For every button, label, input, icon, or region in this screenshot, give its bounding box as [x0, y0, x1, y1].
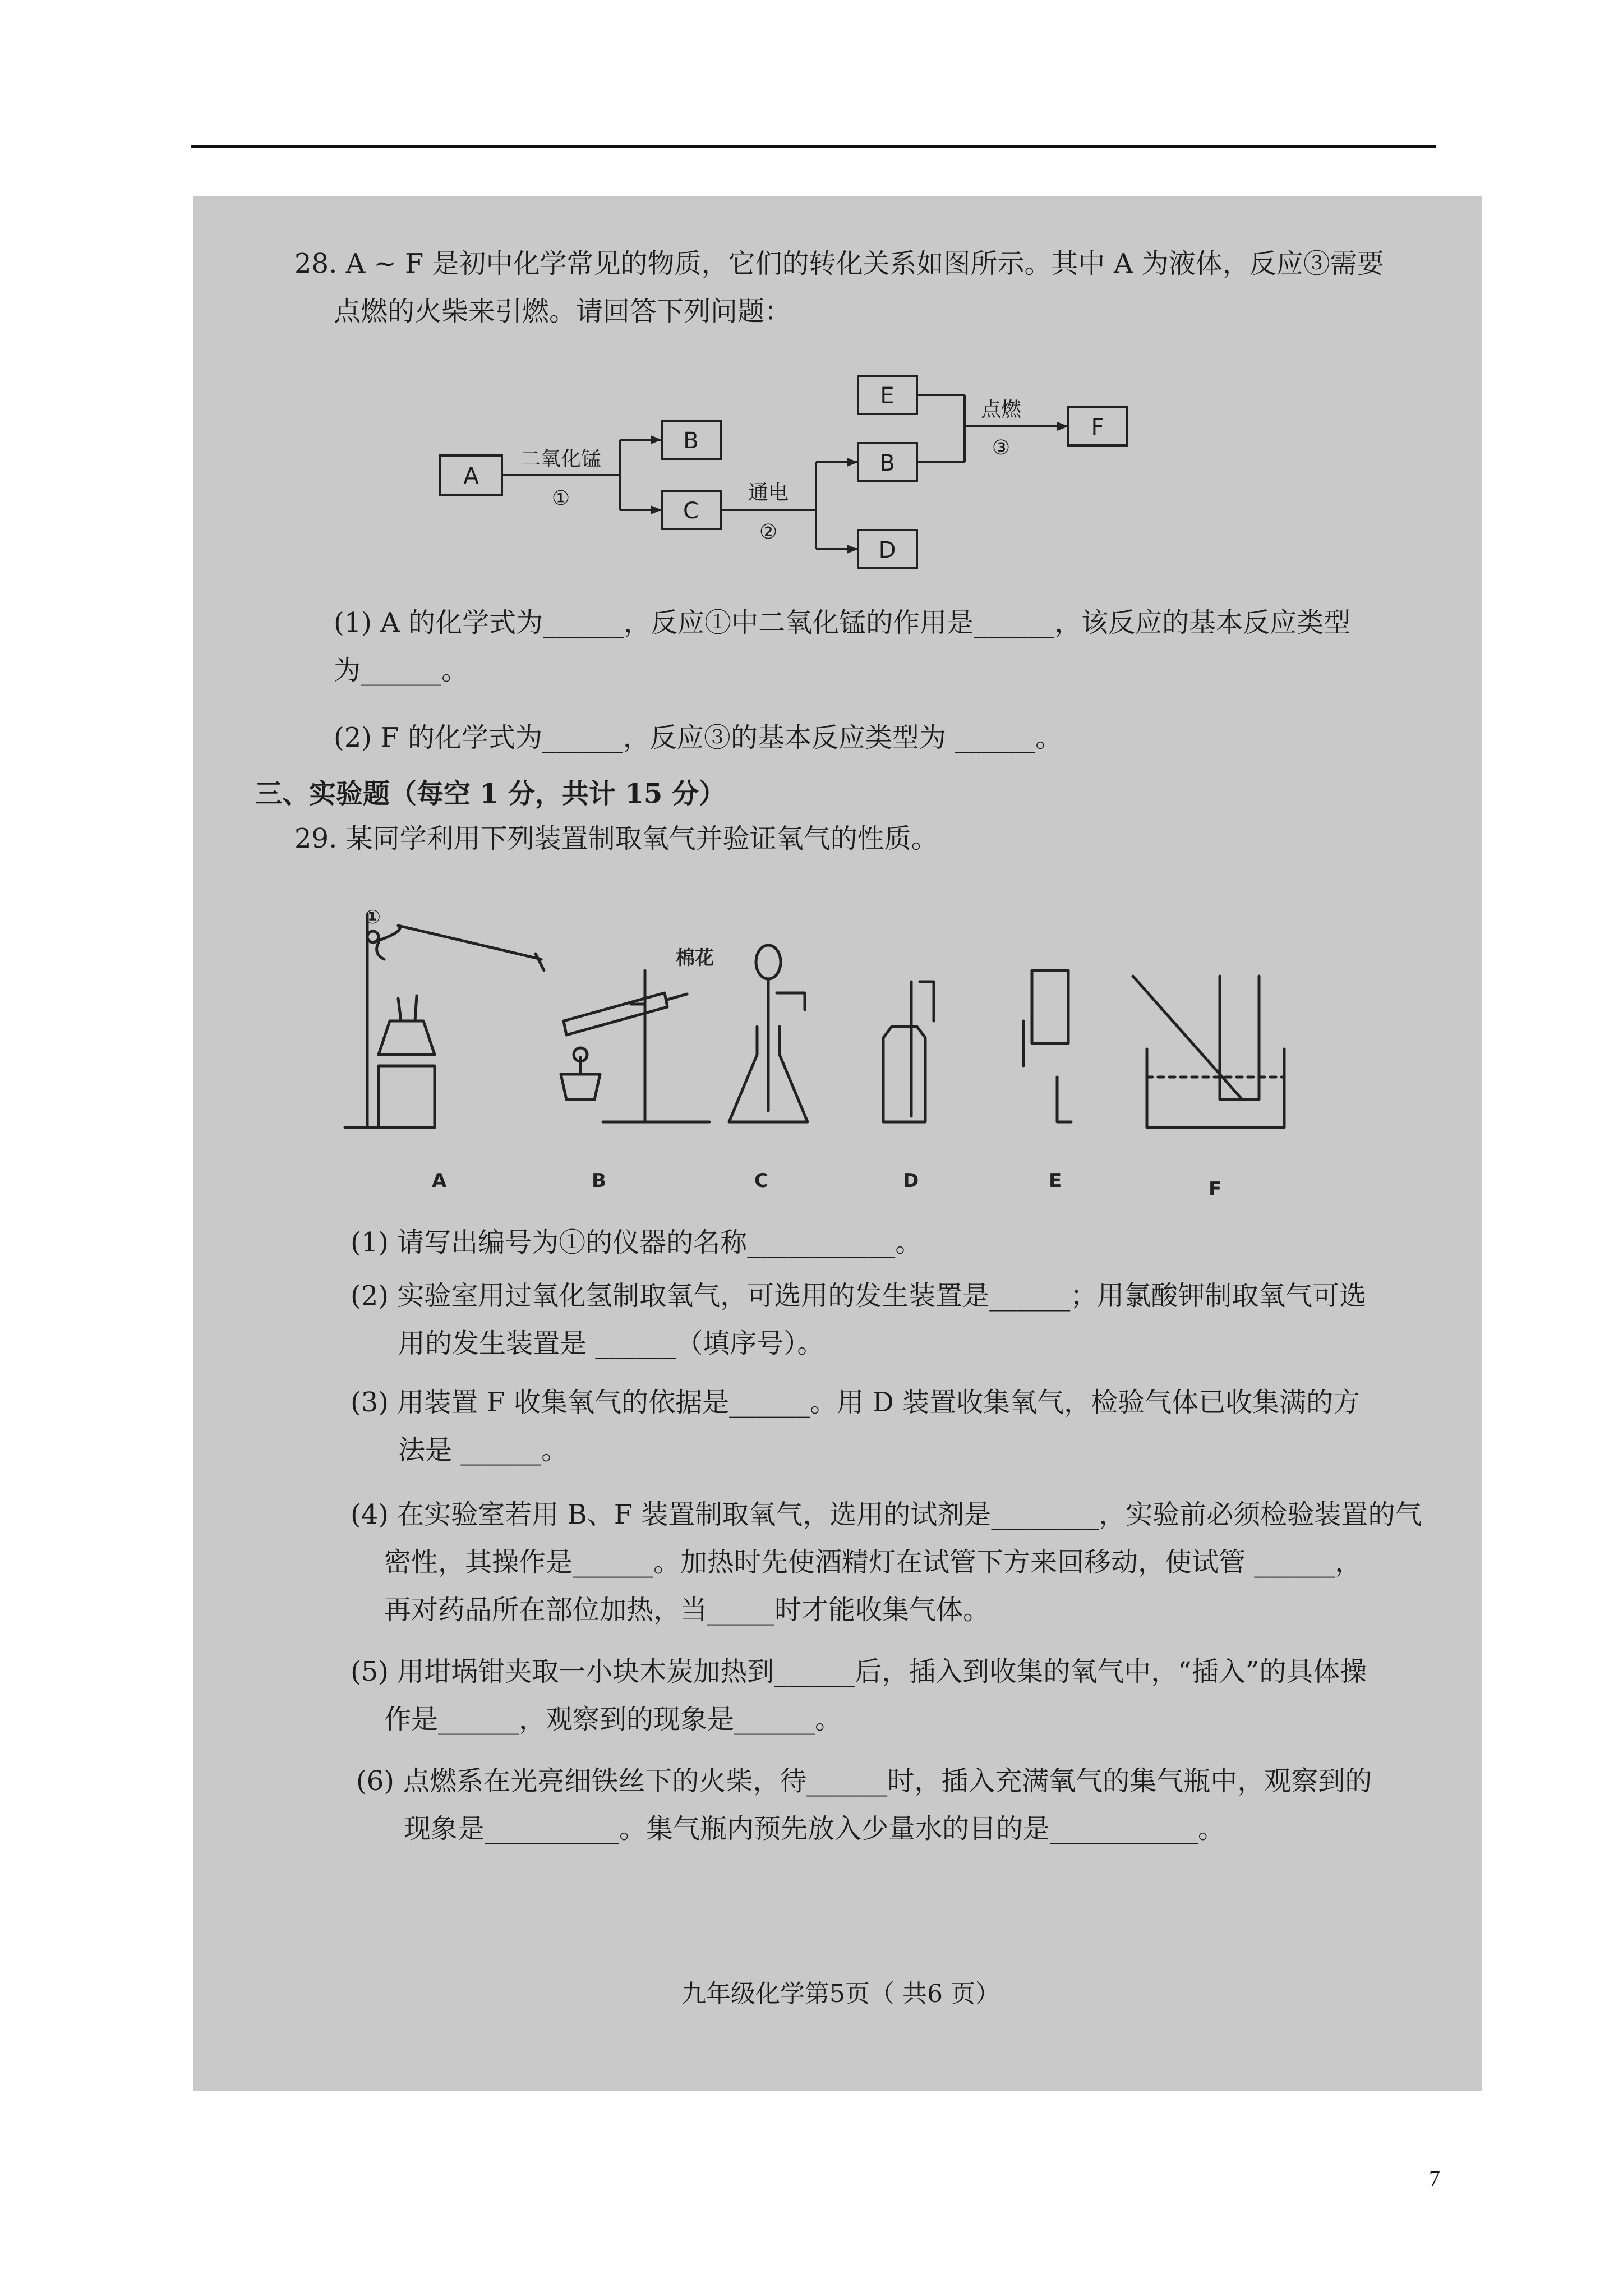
page-number: 7: [1429, 2166, 1440, 2191]
header-rule: [191, 145, 1436, 148]
box-e-text: E: [880, 383, 895, 409]
q29-part2-line2: 用的发生装置是 ______（填序号）。: [398, 1328, 824, 1359]
q29-part1: (1) 请写出编号为①的仪器的名称___________。: [351, 1227, 923, 1258]
q29-part5-line2: 作是______，观察到的现象是______。: [384, 1704, 842, 1735]
q28-part1-line1: (1) A 的化学式为______，反应①中二氧化锰的作用是______，该反应的基本反应类型: [334, 607, 1351, 638]
box-a-text: A: [463, 463, 479, 489]
q29-part4-line2: 密性，其操作是______。加热时先使酒精灯在试管下方来回移动，使试管 ______，: [384, 1547, 1362, 1578]
apparatus-label-f: F: [1209, 1178, 1222, 1200]
apparatus-e: [1023, 970, 1071, 1122]
cond3-label: 点燃: [980, 398, 1022, 421]
q28-part2: (2) F 的化学式为______，反应③的基本反应类型为 ______。: [334, 722, 1063, 753]
exam-photo: [193, 196, 1482, 2091]
q28-part1-line2: 为______。: [334, 655, 469, 686]
q29-part6-line2: 现象是__________。集气瓶内预先放入少量水的目的是___________。: [404, 1813, 1225, 1844]
q29-part3-line1: (3) 用装置 F 收集氧气的依据是______。用 D 装置收集氧气，检验气体已收集满的方: [351, 1387, 1361, 1418]
num2-label: ②: [759, 521, 778, 544]
q29-part4-line3: 再对药品所在部位加热，当_____时才能收集气体。: [384, 1594, 990, 1626]
q29-apparatus-figure: [193, 909, 1482, 1200]
apparatus-label-c: C: [754, 1170, 768, 1192]
q29-part3-line2: 法是 ______。: [398, 1434, 569, 1466]
box-b1-text: B: [683, 428, 699, 454]
q28-stem-line1: 28. A ~ F 是初中化学常见的物质，它们的转化关系如图所示。其中 A 为液体，反应③需要: [294, 248, 1384, 279]
apparatus-c: [729, 945, 808, 1122]
q28-flow-diagram: [193, 196, 1482, 600]
q29-part6-line1: (6) 点燃系在光亮细铁丝下的火柴，待______时，插入充满氧气的集气瓶中，观察到的: [356, 1765, 1372, 1797]
q29-part4-line1: (4) 在实验室若用 B、F 装置制取氧气，选用的试剂是________，实验前必须检验装置的气: [351, 1499, 1422, 1530]
apparatus-label-b: B: [592, 1170, 606, 1192]
num1-label: ①: [551, 487, 570, 510]
box-d-text: D: [878, 537, 896, 563]
apparatus-label-d: D: [903, 1170, 919, 1192]
photo-footer: 九年级化学第5页（ 共6 页）: [681, 1980, 1000, 2008]
apparatus-marker: ①: [365, 906, 381, 928]
cotton-label: 棉花: [676, 947, 714, 969]
box-b2-text: B: [879, 450, 895, 476]
apparatus-a: [345, 914, 544, 1128]
cond1-label: 二氧化锰: [520, 448, 602, 471]
q29-part2-line1: (2) 实验室用过氧化氢制取氧气，可选用的发生装置是______；用氯酸钾制取氧气可选: [351, 1280, 1367, 1312]
num3-label: ③: [992, 436, 1011, 459]
apparatus-label-e: E: [1049, 1170, 1062, 1192]
box-f-text: F: [1091, 415, 1104, 440]
apparatus-label-a: A: [432, 1170, 447, 1192]
cond2-label: 通电: [748, 481, 789, 504]
q29-part5-line1: (5) 用坩埚钳夹取一小块木炭加热到______后，插入到收集的氧气中，“插入”的具体操: [351, 1656, 1367, 1687]
q28-stem-line2: 点燃的火柴来引燃。请回答下列问题：: [334, 296, 792, 327]
apparatus-d: [883, 982, 934, 1122]
section3-heading: 三、实验题（每空 1 分，共计 15 分）: [255, 778, 726, 809]
q29-stem: 29. 某同学利用下列装置制取氧气并验证氧气的性质。: [294, 823, 938, 854]
box-c-text: C: [683, 498, 699, 524]
apparatus-b: [561, 970, 709, 1122]
apparatus-f: [1133, 976, 1284, 1128]
